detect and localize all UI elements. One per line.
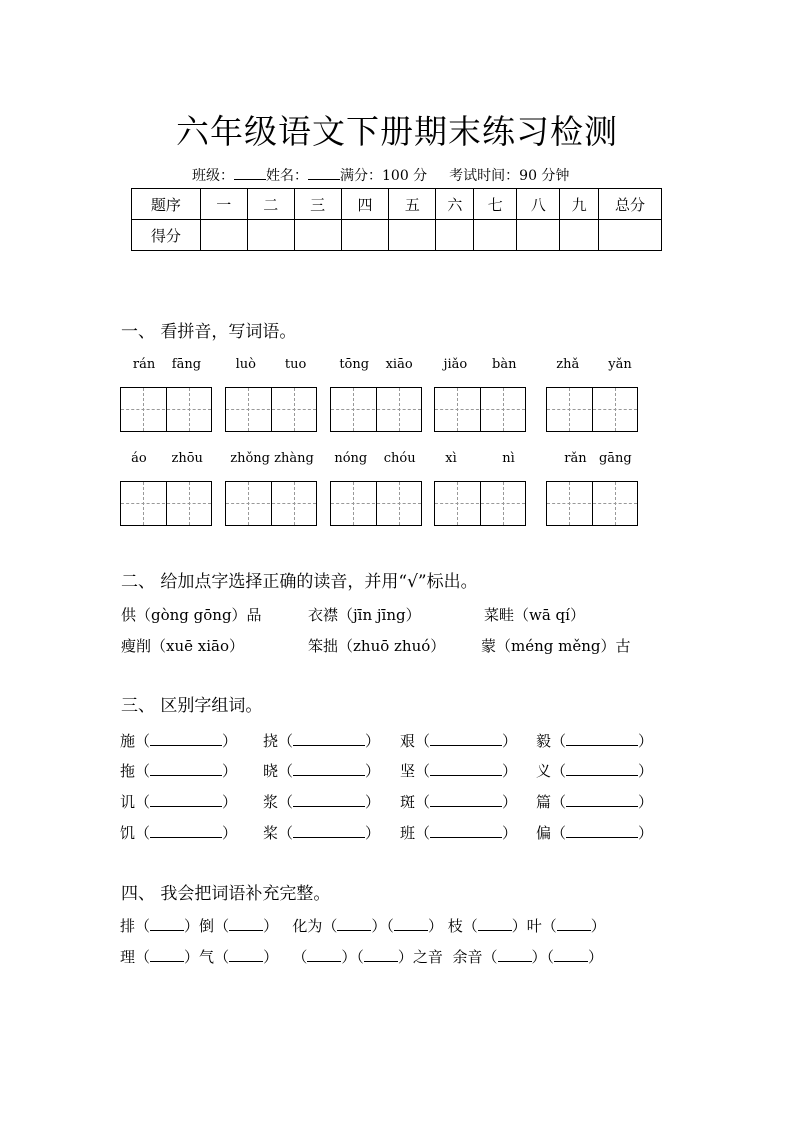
- answer-blank[interactable]: [150, 762, 222, 776]
- pronunciation-item[interactable]: 笨拙（zhuō zhuó）: [308, 637, 446, 655]
- answer-blank[interactable]: [554, 948, 588, 962]
- answer-blank[interactable]: [566, 762, 638, 776]
- answer-blank[interactable]: [364, 948, 398, 962]
- idiom-row: 理（ ）气（ ） （ ）（ ）之音 余音（ ）（ ）: [120, 948, 604, 966]
- char: 讥: [120, 793, 136, 811]
- score-row-label: 得分: [132, 220, 201, 251]
- writing-grid[interactable]: [546, 387, 638, 432]
- pinyin: tuo: [284, 357, 307, 372]
- pinyin: rǎn: [564, 451, 587, 466]
- score-cell[interactable]: [200, 220, 247, 251]
- pronunciation-item[interactable]: 蒙（méng měng）古: [481, 637, 631, 655]
- writing-grid[interactable]: [330, 481, 422, 526]
- pronunciation-item[interactable]: 供（gòng gōng）品: [121, 606, 262, 624]
- score-cell[interactable]: [474, 220, 517, 251]
- idiom-char: 倒: [199, 917, 215, 935]
- word-group-item: 毅（ ）: [536, 732, 654, 750]
- char: 施: [120, 732, 136, 750]
- answer-blank[interactable]: [307, 948, 341, 962]
- pinyin: yǎn: [608, 357, 632, 372]
- word-group-item: 偏（ ）: [536, 824, 654, 842]
- pinyin: xiāo: [385, 357, 413, 372]
- pinyin-pair: [434, 451, 526, 466]
- pinyin-pair: [225, 357, 317, 372]
- pinyin: zhǒng: [230, 451, 270, 466]
- idiom-char: 化为: [292, 917, 323, 935]
- score-cell[interactable]: [436, 220, 474, 251]
- pinyin-pair: [548, 357, 640, 372]
- pinyin: tōng: [339, 357, 370, 372]
- word-group-item: 斑（ ）: [400, 793, 518, 811]
- name-label: 姓名：: [266, 168, 308, 184]
- writing-grid[interactable]: [434, 481, 526, 526]
- score-header-cell: 五: [389, 189, 436, 220]
- pinyin: chóu: [383, 451, 416, 466]
- word-group-item: 艰（ ）: [400, 732, 518, 750]
- class-blank[interactable]: [234, 167, 266, 180]
- char: 坚: [400, 762, 416, 780]
- answer-blank[interactable]: [478, 917, 512, 931]
- answer-blank[interactable]: [566, 793, 638, 807]
- answer-blank[interactable]: [229, 917, 263, 931]
- pinyin: jiǎo: [443, 357, 468, 372]
- word-group-item: 班（ ）: [400, 824, 518, 842]
- pinyin: xì: [445, 451, 457, 466]
- score-header-cell: 二: [247, 189, 294, 220]
- writing-grid[interactable]: [225, 481, 317, 526]
- section4-heading: 四、 我会把词语补充完整。: [121, 884, 331, 904]
- idiom-char: 余音: [452, 948, 483, 966]
- idiom-char: 气: [199, 948, 215, 966]
- score-header-row: [132, 189, 662, 220]
- pinyin: gāng: [598, 451, 632, 466]
- score-header-cell: 题序: [132, 189, 201, 220]
- answer-blank[interactable]: [337, 917, 371, 931]
- class-label: 班级：: [192, 168, 234, 184]
- writing-grid[interactable]: [120, 481, 212, 526]
- score-table: [131, 188, 662, 251]
- score-cell[interactable]: [560, 220, 599, 251]
- name-blank[interactable]: [308, 167, 340, 180]
- word-group-item: 讥（ ）: [120, 793, 238, 811]
- page-title: 六年级语文下册期末练习检测: [176, 112, 618, 151]
- answer-blank[interactable]: [498, 948, 532, 962]
- idiom-char: 之音: [412, 948, 443, 966]
- answer-blank[interactable]: [293, 732, 365, 746]
- pinyin-pair: [330, 357, 422, 372]
- score-header-cell: 总分: [599, 189, 662, 220]
- char: 拖: [120, 762, 136, 780]
- writing-grid[interactable]: [434, 387, 526, 432]
- answer-blank[interactable]: [150, 917, 184, 931]
- score-cell[interactable]: [247, 220, 294, 251]
- answer-blank[interactable]: [430, 824, 502, 838]
- pinyin: rán: [132, 357, 156, 372]
- pronunciation-item[interactable]: 瘦削（xuē xiāo）: [121, 637, 244, 655]
- writing-grid[interactable]: [330, 387, 422, 432]
- exam-info: [192, 165, 569, 185]
- answer-blank[interactable]: [293, 793, 365, 807]
- score-header-cell: 三: [294, 189, 341, 220]
- word-group-item: 篇（ ）: [536, 793, 654, 811]
- section2-heading: 二、 给加点字选择正确的读音，并用“√”标出。: [121, 572, 478, 592]
- pronunciation-item[interactable]: 衣襟（jīn jīng）: [308, 606, 421, 624]
- word-group-item: 晓（ ）: [263, 762, 381, 780]
- answer-blank[interactable]: [229, 948, 263, 962]
- writing-grid[interactable]: [225, 387, 317, 432]
- char: 浆: [263, 793, 279, 811]
- score-row: [132, 220, 662, 251]
- word-group-item: 坚（ ）: [400, 762, 518, 780]
- answer-blank[interactable]: [394, 917, 428, 931]
- answer-blank[interactable]: [566, 824, 638, 838]
- answer-blank[interactable]: [566, 732, 638, 746]
- word-group-item: 饥（ ）: [120, 824, 238, 842]
- score-header-cell: 七: [474, 189, 517, 220]
- section1-heading: 一、 看拼音，写词语。: [121, 322, 297, 342]
- pinyin: luò: [235, 357, 256, 372]
- pinyin: zhǎ: [556, 357, 580, 372]
- idiom-char: 枝: [447, 917, 463, 935]
- char: 斑: [400, 793, 416, 811]
- answer-blank[interactable]: [430, 732, 502, 746]
- char: 桨: [263, 824, 279, 842]
- exam-time: 考试时间：90 分钟: [449, 168, 570, 184]
- score-header-cell: 一: [200, 189, 247, 220]
- pinyin: bàn: [492, 357, 517, 372]
- idiom-char: 理: [120, 948, 136, 966]
- word-group-item: 浆（ ）: [263, 793, 381, 811]
- score-header-cell: 八: [517, 189, 560, 220]
- word-group-item: 拖（ ）: [120, 762, 238, 780]
- answer-blank[interactable]: [293, 824, 365, 838]
- char: 晓: [263, 762, 279, 780]
- char: 班: [400, 824, 416, 842]
- pinyin-pair: [226, 451, 318, 466]
- pinyin: nóng: [334, 451, 368, 466]
- answer-blank[interactable]: [430, 793, 502, 807]
- answer-blank[interactable]: [150, 824, 222, 838]
- score-header-cell: 九: [560, 189, 599, 220]
- char: 篇: [536, 793, 552, 811]
- pinyin-pair: [121, 357, 213, 372]
- pinyin-pair: [552, 451, 644, 466]
- pinyin-pair: [434, 357, 526, 372]
- idiom-char: 叶: [526, 917, 542, 935]
- char: 艰: [400, 732, 416, 750]
- pinyin-pair: [329, 451, 421, 466]
- word-group-item: 挠（ ）: [263, 732, 381, 750]
- score-cell[interactable]: [517, 220, 560, 251]
- char: 饥: [120, 824, 136, 842]
- answer-blank[interactable]: [150, 793, 222, 807]
- score-header-cell: 四: [341, 189, 389, 220]
- word-group-item: 施（ ）: [120, 732, 238, 750]
- word-group-item: 桨（ ）: [263, 824, 381, 842]
- pinyin: zhōu: [171, 451, 203, 466]
- pinyin: fāng: [171, 357, 202, 372]
- score-cell[interactable]: [389, 220, 436, 251]
- word-group-item: 义（ ）: [536, 762, 654, 780]
- pinyin: zhàng: [274, 451, 314, 466]
- answer-blank[interactable]: [150, 948, 184, 962]
- score-header-cell: 六: [436, 189, 474, 220]
- score-cell[interactable]: [599, 220, 662, 251]
- answer-blank[interactable]: [293, 762, 365, 776]
- char: 毅: [536, 732, 552, 750]
- char: 挠: [263, 732, 279, 750]
- char: 偏: [536, 824, 552, 842]
- idiom-row: 排（ ）倒（ ） 化为（ ）（ ） 枝（ ）叶（ ）: [120, 917, 606, 935]
- pinyin: áo: [131, 451, 147, 466]
- pinyin: nì: [502, 451, 515, 466]
- idiom-char: 排: [120, 917, 136, 935]
- full-score: 满分：100 分: [340, 168, 428, 184]
- pronunciation-item[interactable]: 菜畦（wā qí）: [484, 606, 585, 624]
- writing-grid[interactable]: [546, 481, 638, 526]
- section3-heading: 三、 区别字组词。: [121, 696, 263, 716]
- answer-blank[interactable]: [430, 762, 502, 776]
- answer-blank[interactable]: [557, 917, 591, 931]
- score-cell[interactable]: [294, 220, 341, 251]
- writing-grid[interactable]: [120, 387, 212, 432]
- char: 义: [536, 762, 552, 780]
- pinyin-pair: [121, 451, 213, 466]
- answer-blank[interactable]: [150, 732, 222, 746]
- score-cell[interactable]: [341, 220, 389, 251]
